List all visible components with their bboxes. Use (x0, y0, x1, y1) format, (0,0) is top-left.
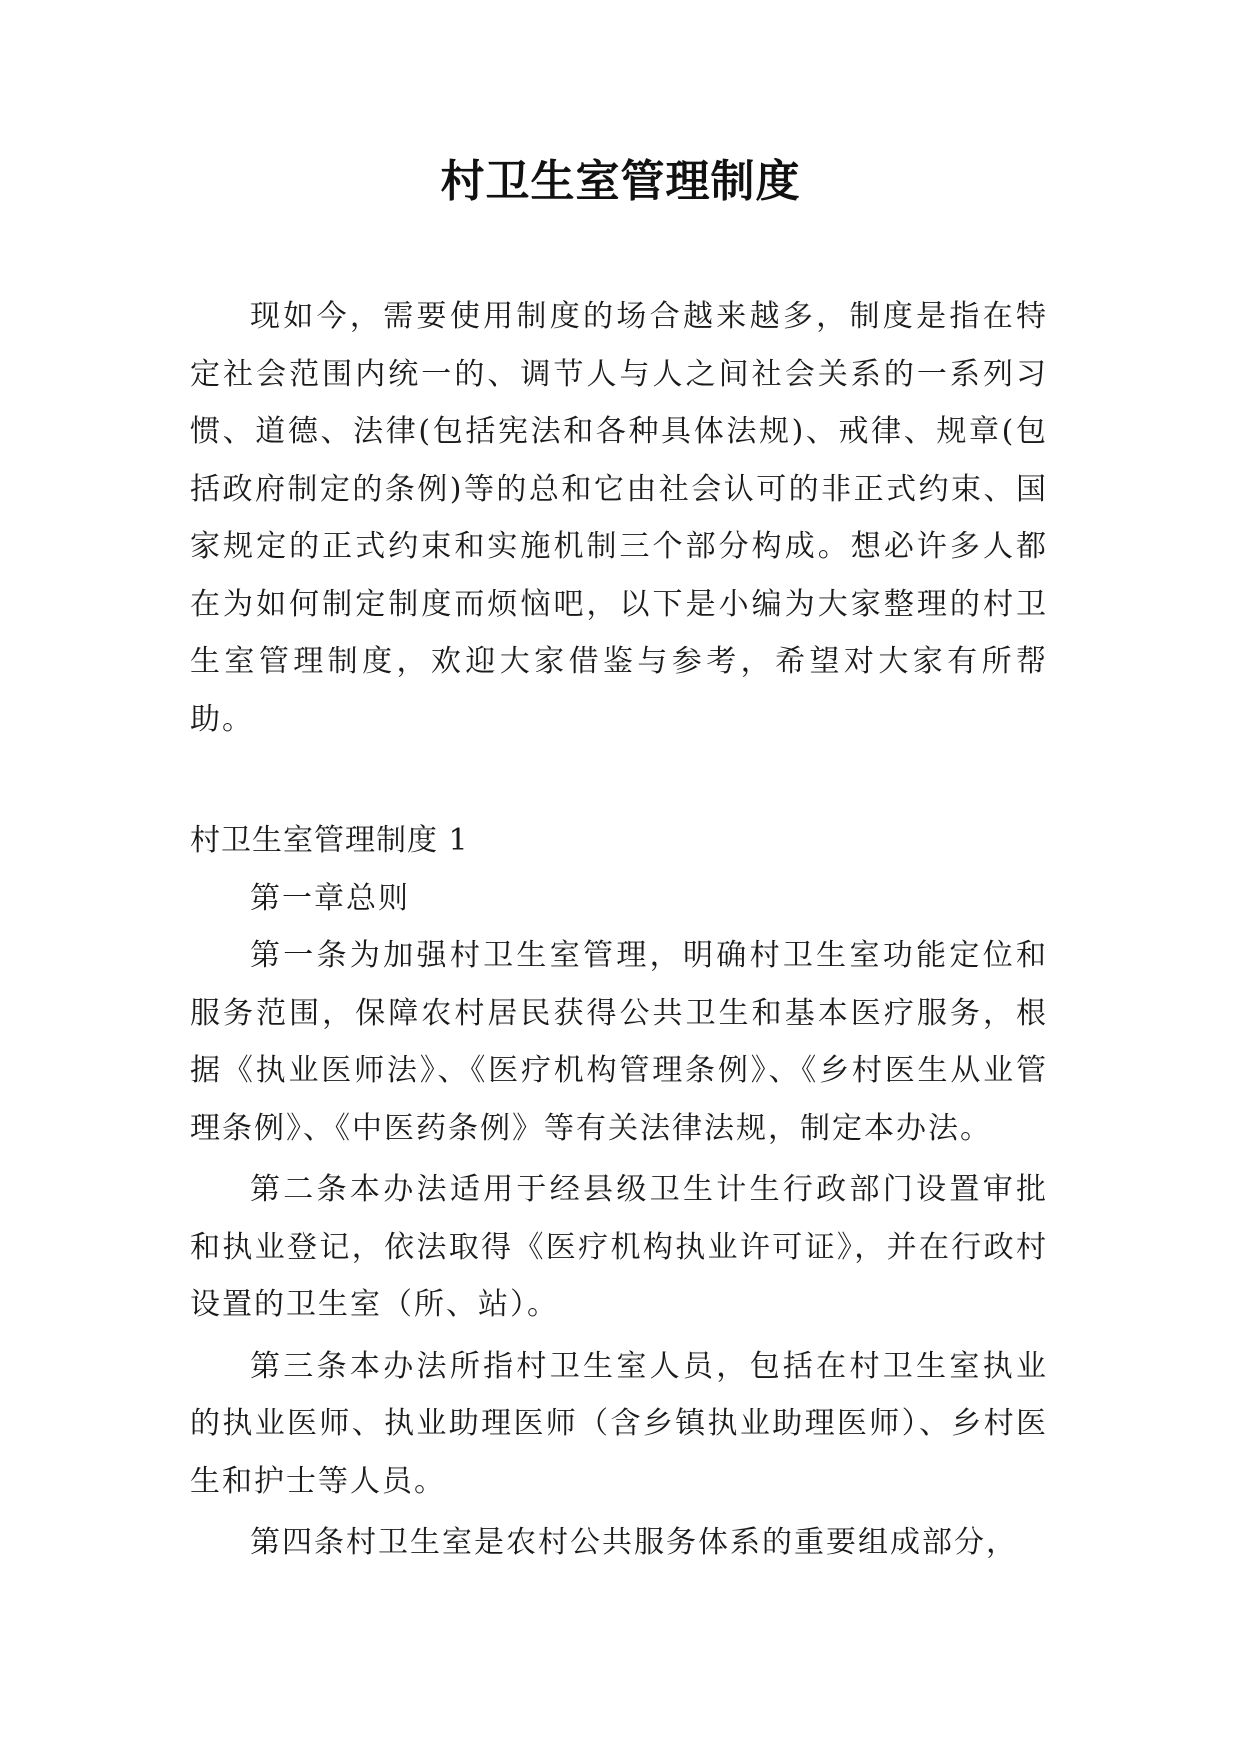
document-title: 村卫生室管理制度 (440, 156, 801, 207)
chapter-heading: 第一章总则 (250, 880, 410, 916)
intro-section (190, 288, 1048, 748)
article-paragraph-1: 第一条为加强村卫生室管理，明确村卫生室功能定位和服务范围，保障农村居民获得公共卫生和基本医疗服务，根据《执业医师法》、《医疗机构管理条例》、《乡村医生从业管理条例》、《中医药条例》等有关法律法规，制定本办法。 (190, 938, 1048, 1146)
intro-paragraph: 现如今，需要使用制度的场合越来越多，制度是指在特定社会范围内统一的、调节人与人之间社会关系的一系列习惯、道德、法律(包括宪法和各种具体法规)、戒律、规章(包括政府制定的条例)等的总和它由社会认可的非正式约束、国家规定的正式约束和实施机制三个部分构成。想必许多人都在为如何制定制度而烦恼吧，以下是小编为大家整理的村卫生室管理制度，欢迎大家借鉴与参考，希望对大家有所帮助。 (190, 299, 1048, 737)
article-paragraph-3: 第三条本办法所指村卫生室人员，包括在村卫生室执业的执业医师、执业助理医师（含乡镇执业助理医师）、乡村医生和护士等人员。 (190, 1348, 1048, 1499)
article-paragraph-4: 第四条村卫生室是农村公共服务体系的重要组成部分， (250, 1525, 1018, 1560)
section-heading: 村卫生室管理制度 1 (190, 823, 469, 858)
article-paragraph-2: 第二条本办法适用于经县级卫生计生行政部门设置审批和执业登记，依法取得《医疗机构执业许可证》，并在行政村设置的卫生室（所、站）。 (190, 1172, 1048, 1322)
regulation-section (190, 812, 1048, 1572)
